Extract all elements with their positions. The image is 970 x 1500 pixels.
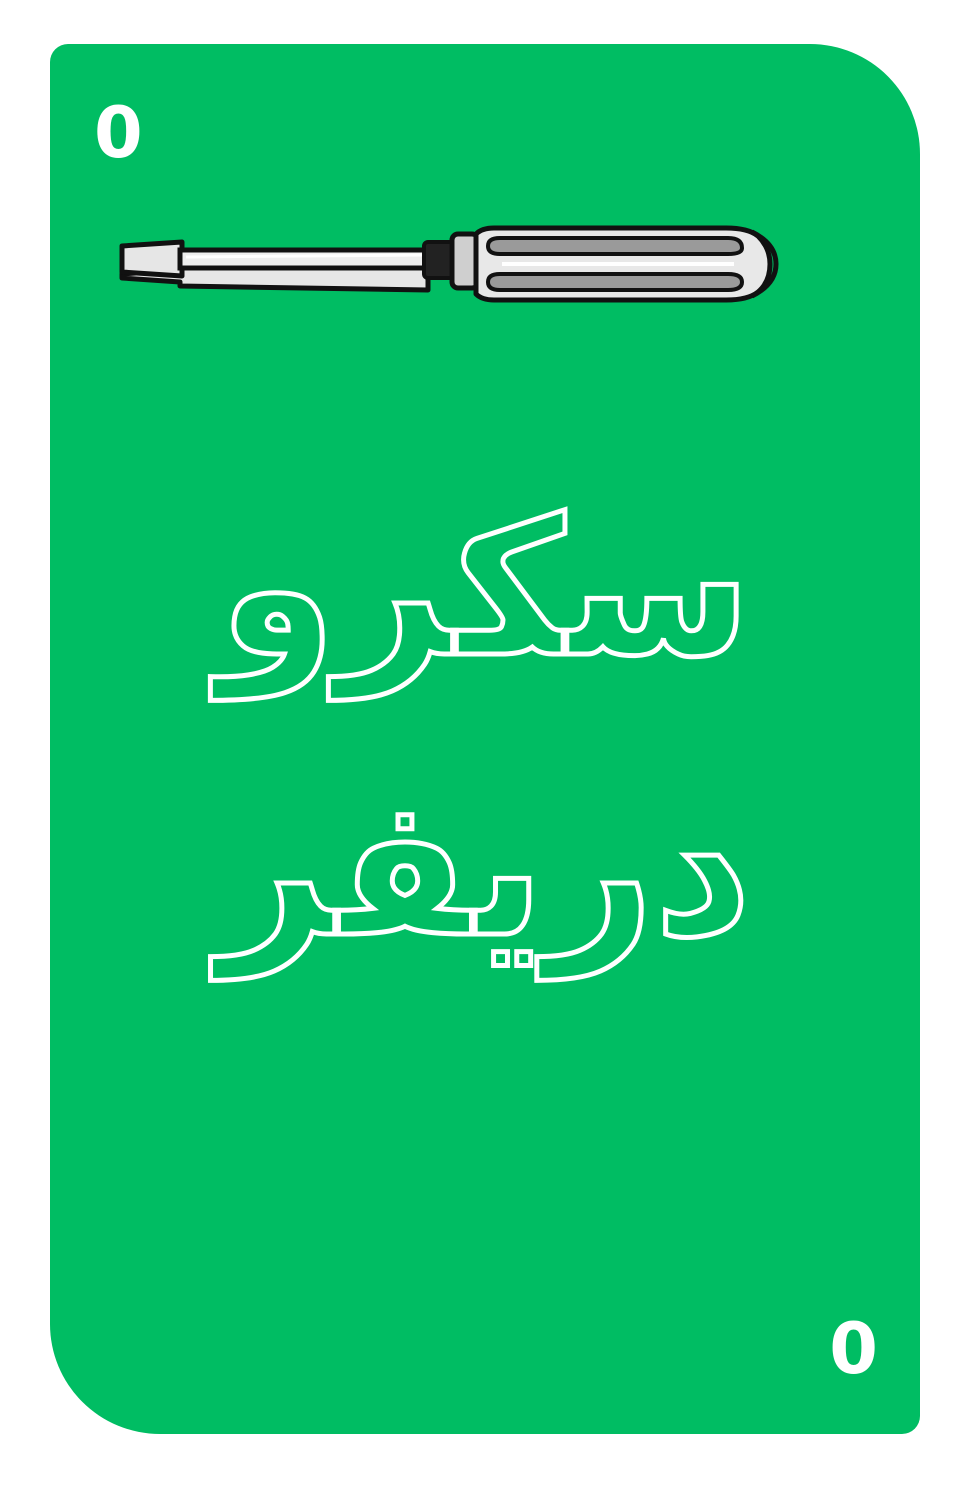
card-word-line-1: سكرو	[218, 478, 752, 699]
card-value-bottom-right: 0	[829, 1308, 878, 1390]
screwdriver-rod	[180, 250, 430, 268]
card-word-line-2: دريفر	[218, 758, 752, 979]
screwdriver-tip	[122, 242, 182, 276]
game-card[interactable]	[50, 44, 920, 1434]
card-value-top-left: 0	[94, 92, 143, 174]
screwdriver-icon	[116, 224, 780, 324]
